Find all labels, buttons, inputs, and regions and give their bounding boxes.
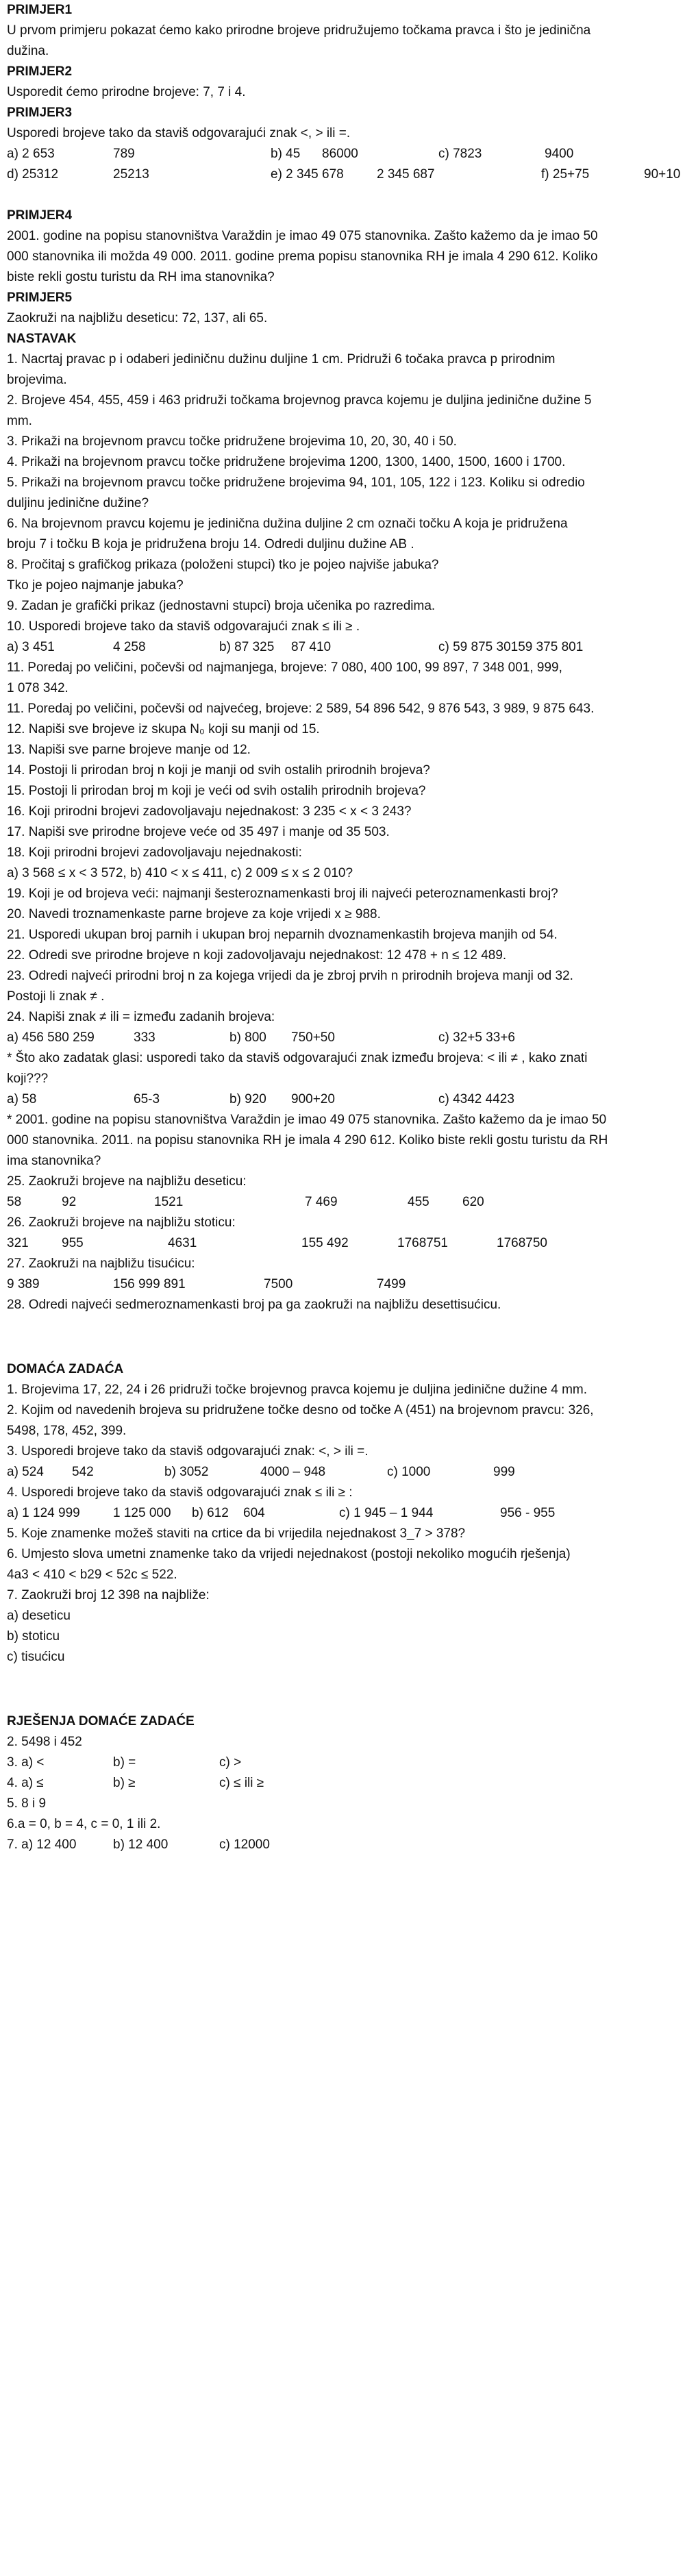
task-line: 18. Koji prirodni brojevi zadovoljavaju nejednakosti: [7,845,302,860]
section-heading: RJEŠENJA DOMAĆE ZADAĆE [7,1714,195,1729]
comparison-row [7,1089,678,1110]
cell: c) 1 945 – 1 944 [339,1506,434,1520]
homework-line: b) stoticu [7,1629,60,1644]
task-line: 24. Napiši znak ≠ ili = između zadanih brojeva: [7,1010,275,1024]
cell: c) 12000 [219,1837,270,1852]
cell: f) 25+75 [541,167,590,182]
cell: 7499 [377,1277,406,1291]
solution-line: 6.a = 0, b = 4, c = 0, 1 ili 2. [7,1817,161,1831]
section-heading: PRIMJER3 [7,106,73,120]
task-line: 17. Napiši sve prirodne brojeve veće od 35 497 i manje od 35 503. [7,825,390,839]
task-line: * Što ako zadatak glasi: usporedi tako da staviš odgovarajući znak između brojeva: < ili ≠ , kako znati [7,1051,588,1065]
cell: b) 12 400 [113,1837,169,1852]
cell: 4. a) ≤ [7,1776,44,1790]
rounding-row [7,1274,678,1295]
paragraph-line: biste rekli gostu turistu da RH ima stanovnika? [7,270,275,284]
cell: d) 25312 [7,167,59,182]
paragraph-line: 000 stanovnika ili možda 49 000. 2011. godine prema popisu stanovnika RH je imala 4 290 612. Koliko [7,249,598,264]
cell: a) 2 653 [7,147,55,161]
cell: c) ≤ ili ≥ [219,1776,264,1790]
cell: a) 456 580 259 [7,1030,95,1045]
cell: 25213 [113,167,149,182]
homework-line: 5. Koje znamenke možeš staviti na crtice da bi vrijedila nejednakost 3_7 > 378? [7,1526,466,1541]
task-line: 13. Napiši sve parne brojeve manje od 12. [7,743,251,757]
cell: 455 [408,1195,429,1209]
cell: 7. a) 12 400 [7,1837,77,1852]
task-line: 21. Usporedi ukupan broj parnih i ukupan broj neparnih dvoznamenkastih brojeva manjih od 54. [7,928,558,942]
task-line: 6. Na brojevnom pravcu kojemu je jedinična dužina duljine 2 cm označi točku A koja je pridružena [7,517,568,531]
cell: c) > [219,1755,242,1770]
task-line: Tko je pojeo najmanje jabuka? [7,578,184,593]
solution-line: 5. 8 i 9 [7,1796,47,1811]
task-line: 11. Poredaj po veličini, počevši od najvećeg, brojeve: 2 589, 54 896 542, 9 876 543, 3 989, 9 875 643. [7,702,595,716]
task-line: 3. Prikaži na brojevnom pravcu točke pridružene brojevima 10, 20, 30, 40 i 50. [7,434,457,449]
section-heading: PRIMJER1 [7,3,73,17]
comparison-row [7,637,678,658]
task-line: 1 078 342. [7,681,68,695]
cell: e) 2 345 678 [271,167,344,182]
task-line: 28. Odredi najveći sedmeroznamenkasti broj pa ga zaokruži na najbližu desettisućicu. [7,1298,501,1312]
cell: 86000 [322,147,358,161]
comparison-row [7,1503,678,1524]
cell: 4631 [168,1236,197,1250]
task-line: ima stanovnika? [7,1154,101,1168]
cell: 155 492 [301,1236,349,1250]
homework-line: 4a3 < 410 < b29 < 52c ≤ 522. [7,1568,177,1582]
cell: 58 [7,1195,22,1209]
cell: c) 32+5 33+6 [438,1030,515,1045]
cell: 1521 [154,1195,184,1209]
cell: c) 4342 4423 [438,1092,514,1106]
task-line: 25. Zaokruži brojeve na najbližu deseticu: [7,1174,247,1189]
cell: 955 [62,1236,84,1250]
cell: 999 [493,1465,515,1479]
homework-line: 6. Umjesto slova umetni znamenke tako da vrijedi nejednakost (postoji nekoliko mogućih rješenja) [7,1547,571,1561]
task-line: * 2001. godine na popisu stanovništva Varaždin je imao 49 075 stanovnika. Zašto kažemo da je imao 50 [7,1113,607,1127]
task-line: 22. Odredi sve prirodne brojeve n koji zadovoljavaju nejednakost: 12 478 + n ≤ 12 489. [7,948,507,963]
cell: b) = [113,1755,136,1770]
rounding-row [7,1233,678,1254]
task-line: 2. Brojeve 454, 455, 459 i 463 pridruži točkama brojevnog pravca kojemu je duljina jedinične dužine 5 [7,393,592,408]
homework-line: 3. Usporedi brojeve tako da staviš odgovarajući znak: <, > ili =. [7,1444,369,1459]
solution-row [7,1835,678,1855]
task-line: 23. Odredi najveći prirodni broj n za kojega vrijedi da je zbroj prvih n prirodnih brojeva manji od 32. [7,969,573,983]
cell: c) 7823 [438,147,482,161]
task-line: Postoji li znak ≠ . [7,989,105,1004]
task-line: 11. Poredaj po veličini, počevši od najmanjega, brojeve: 7 080, 400 100, 99 897, 7 348 001, 999, [7,660,562,675]
comparison-row [7,1028,678,1048]
comparison-row [7,144,678,164]
cell: 1768750 [497,1236,547,1250]
task-line: 19. Koji je od brojeva veći: najmanji šesteroznamenkasti broj ili najveći peteroznamenkasti broj? [7,887,558,901]
cell: 90+10 [644,167,681,182]
cell: b) 45 [271,147,301,161]
cell: 156 999 891 [113,1277,186,1291]
cell: 9400 [545,147,574,161]
section-heading: PRIMJER4 [7,208,73,223]
cell: 542 [72,1465,94,1479]
task-line: 1. Nacrtaj pravac p i odaberi jediničnu dužinu duljine 1 cm. Pridruži 6 točaka pravca p prirodnim [7,352,556,367]
task-line: 15. Postoji li prirodan broj m koji je veći od svih ostalih prirodnih brojeva? [7,784,426,798]
solution-row [7,1773,678,1794]
cell: b) 87 325 [219,640,275,654]
task-line: 8. Pročitaj s grafičkog prikaza (položeni stupci) tko je pojeo najviše jabuka? [7,558,439,572]
rounding-row [7,1192,678,1213]
homework-line: 4. Usporedi brojeve tako da staviš odgovarajući znak ≤ ili ≥ : [7,1485,353,1500]
cell: a) 524 [7,1465,44,1479]
cell: 333 [134,1030,155,1045]
cell: b) 800 [229,1030,266,1045]
cell: 92 [62,1195,77,1209]
cell: 9 389 [7,1277,40,1291]
homework-line: 5498, 178, 452, 399. [7,1424,127,1438]
comparison-row [7,164,681,185]
cell: 956 - 955 [500,1506,556,1520]
solution-line: 2. 5498 i 452 [7,1735,82,1749]
task-line: broju 7 i točku B koja je pridružena broju 14. Odredi duljinu dužine AB . [7,537,414,552]
cell: 900+20 [291,1092,335,1106]
section-heading: PRIMJER2 [7,64,73,79]
cell: 4000 – 948 [260,1465,326,1479]
task-line: mm. [7,414,32,428]
task-line: duljinu jedinične dužine? [7,496,149,510]
cell: b) 612 [192,1506,229,1520]
cell: 750+50 [291,1030,335,1045]
section-heading: PRIMJER5 [7,290,73,305]
task-line: 26. Zaokruži brojeve na najbližu stoticu: [7,1215,236,1230]
cell: 604 [243,1506,265,1520]
task-line: 14. Postoji li prirodan broj n koji je manji od svih ostalih prirodnih brojeva? [7,763,430,778]
cell: 87 410 [291,640,332,654]
cell: a) 58 [7,1092,37,1106]
homework-line: a) deseticu [7,1609,71,1623]
homework-line: 2. Kojim od navedenih brojeva su pridružene točke desno od točke A (451) na brojevnom pravcu: 326, [7,1403,594,1417]
task-line: 5. Prikaži na brojevnom pravcu točke pridružene brojevima 94, 101, 105, 122 i 123. Koliku si odredio [7,475,585,490]
cell: 7500 [264,1277,293,1291]
cell: b) 920 [229,1092,266,1106]
paragraph-line: Zaokruži na najbližu deseticu: 72, 137, ali 65. [7,311,268,325]
paragraph-line: Usporedi brojeve tako da staviš odgovarajući znak <, > ili =. [7,126,351,140]
paragraph-line: Usporedit ćemo prirodne brojeve: 7, 7 i 4. [7,85,246,99]
cell: a) 3 451 [7,640,55,654]
task-line: brojevima. [7,373,67,387]
homework-line: c) tisućicu [7,1650,65,1664]
section-heading: NASTAVAK [7,332,77,346]
cell: 321 [7,1236,29,1250]
cell: c) 59 875 30159 375 801 [438,640,584,654]
task-line: 27. Zaokruži na najbližu tisućicu: [7,1256,195,1271]
cell: 789 [113,147,135,161]
cell: 1 125 000 [113,1506,171,1520]
cell: 7 469 [305,1195,338,1209]
task-line: 9. Zadan je grafički prikaz (jednostavni stupci) broja učenika po razredima. [7,599,436,613]
cell: 3. a) < [7,1755,45,1770]
cell: 65-3 [134,1092,160,1106]
cell: c) 1000 [387,1465,431,1479]
task-line: a) 3 568 ≤ x < 3 572, b) 410 < x ≤ 411, c) 2 009 ≤ x ≤ 2 010? [7,866,353,880]
cell: 2 345 687 [377,167,435,182]
cell: 620 [462,1195,484,1209]
task-line: 000 stanovnika. 2011. na popisu stanovnika RH je imala 4 290 612. Koliko biste rekli gostu turistu da RH [7,1133,608,1148]
homework-line: 1. Brojevima 17, 22, 24 i 26 pridruži točke brojevnog pravca kojemu je duljina jedinične dužine 4 mm. [7,1383,588,1397]
cell: 4 258 [113,640,146,654]
solution-row [7,1753,678,1773]
task-line: 4. Prikaži na brojevnom pravcu točke pridružene brojevima 1200, 1300, 1400, 1500, 1600 i 1700. [7,455,566,469]
paragraph-line: 2001. godine na popisu stanovništva Varaždin je imao 49 075 stanovnika. Zašto kažemo da je imao 50 [7,229,598,243]
task-line: koji??? [7,1072,49,1086]
comparison-row [7,1462,678,1483]
section-heading: DOMAĆA ZADAĆA [7,1362,124,1376]
task-line: 10. Usporedi brojeve tako da staviš odgovarajući znak ≤ ili ≥ . [7,619,360,634]
paragraph-line: dužina. [7,44,49,58]
cell: b) ≥ [113,1776,136,1790]
task-line: 12. Napiši sve brojeve iz skupa N₀ koji su manji od 15. [7,722,320,736]
cell: b) 3052 [164,1465,209,1479]
cell: 1768751 [397,1236,448,1250]
paragraph-line: U prvom primjeru pokazat ćemo kako prirodne brojeve pridružujemo točkama pravca i što je jedinična [7,23,591,38]
task-line: 16. Koji prirodni brojevi zadovoljavaju nejednakost: 3 235 < x < 3 243? [7,804,412,819]
task-line: 20. Navedi troznamenkaste parne brojeve za koje vrijedi x ≥ 988. [7,907,381,921]
homework-line: 7. Zaokruži broj 12 398 na najbliže: [7,1588,210,1602]
cell: a) 1 124 999 [7,1506,80,1520]
